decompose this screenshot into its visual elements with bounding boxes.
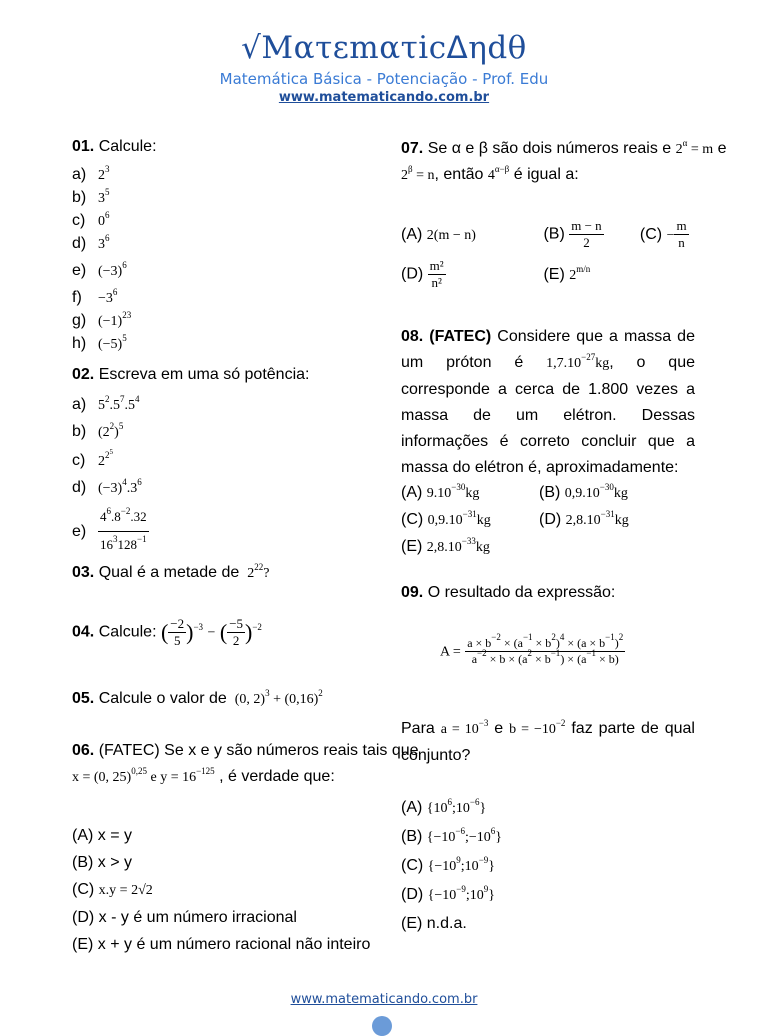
option-a: (A) x = y [72,827,133,844]
question-number: 02. [72,366,95,383]
option-e: (E) x + y é um número racional não inteiro [72,936,371,953]
question-02-items: a) $5^2.5^7.5^4$ b) $(2^2)^5$ c) $2^{2^5}$ d) $(-3)^4.3^6$ e) $\frac{4^6.8^{-2}.32}{16^3128^{-1}}$ [72,394,147,552]
question-09: 09. O resultado da expressão: [401,584,616,601]
option-b: (B) x > y [72,854,133,871]
page-number-badge [372,1016,392,1036]
question-text: (FATEC) Se x e y são números reais tais que [98,742,419,759]
question-06-options [72,822,370,958]
question-09-options: (A) $\{10^6;10^{-6}\}$ (B) $\{-10^{-6};-10^6\}$ (C) $\{-10^9;10^{-9}\}$ (D) $\{-10^{-9};10^9\}$ (E) n.d.a. [401,797,503,932]
question-01 [72,138,157,156]
page-header [0,30,768,105]
question-number: 03. [72,564,95,581]
page-subtitle: Matemática Básica - Potenciação - Prof. Edu [219,70,549,88]
question-02 [72,366,309,384]
question-text: Qual é a metade de [98,564,240,581]
question-05: 05. Calcule o valor de (0, $2)^3 + (0,16)^2$ [72,688,323,707]
question-07: 07. Se α e β são dois números reais e $2^\alpha = m$ e [401,138,727,157]
question-number: 05. [72,690,95,707]
question-04: 04. Calcule: ( $\frac{-2}{5}$ )$^{-3}$ − ( $\frac{-5}{2}$ )$^{-2}$ [72,616,262,648]
question-number: 06. [72,742,95,759]
question-text: Calcule: [98,623,157,641]
question-06-line2: x = (0, 25)$^{0,25}$ e $y = 16^{-125}$ , é verdade que: [72,766,335,785]
question-number: 07. [401,140,424,157]
expression-a: A = $\frac{a \times b^{-2} \times (a^{-1} \times b^2)^4 \times (a \times b^{-1})^2}{a^{-2} \times b \times (a^2 \times b^{-1}) \times (a^{-1} \times b)}$ [440,632,624,666]
site-logo: √Mατεmατicᐃηdθ [241,30,527,66]
footer-url-link[interactable]: www.matematicando.com.br [290,992,478,1007]
question-text: Calcule: [98,138,157,155]
header-url-link[interactable]: www.matematicando.com.br [278,90,490,105]
question-07-line2: $2^\beta = n$, então $4^{\alpha-\beta}$ é igual a: [401,164,579,183]
question-text: Escreva em uma só potência: [98,366,310,383]
option-c: (C) x.y = 2√2 [72,881,153,898]
question-text: Calcule o valor de [98,690,227,707]
question-06 [72,742,419,760]
option-d: (D) x - y é um número irracional [72,909,297,926]
question-01-items: a) $2^3$ b) $3^5$ c) $0^6$ d) $3^6$ e) $(-3)^6$ $f) -3^6$ g) $(-1)^{23}$ h) $(-5)^5$ [72,164,132,352]
question-08-options: (A) $9.10^{-30}kg$ (B) $0,9.10^{-30}kg$ (C) $0,9.10^{-31}kg$ (D) $2,8.10^{-31}kg$ (E) $2,8.10^{-33}kg$ [401,482,629,555]
question-08: 08. (FATEC) Considere que a massa de um próton é $1,7.10^{-27}kg$, o que corresponde a cerca de 1.800 vezes a massa de um elétron. Dessas informações é correto concluir que a massa do elétron é, aproximadamente: [401,328,695,476]
question-number: 09. [401,584,424,601]
question-03: 03. Qual é a metade de $2^{22}$? [72,562,270,581]
question-number: 04. [72,623,95,641]
question-07-options-row2: (D) $\frac{\text{m²}}{\text{n²}}$ (E) $2^{m/n}$ [401,258,591,290]
question-number: 08. (FATEC) [401,328,492,345]
question-09-condition: Para $a = 10^{-3}$ e $b = -10^{-2}$ faz parte de qual conjunto? [401,718,695,764]
question-number: 01. [72,138,95,155]
question-07-options-row1: (A) 2(m − n) (B) $\frac{m - n}{2}$ (C) − $\frac{m}{n}$ [401,218,687,250]
